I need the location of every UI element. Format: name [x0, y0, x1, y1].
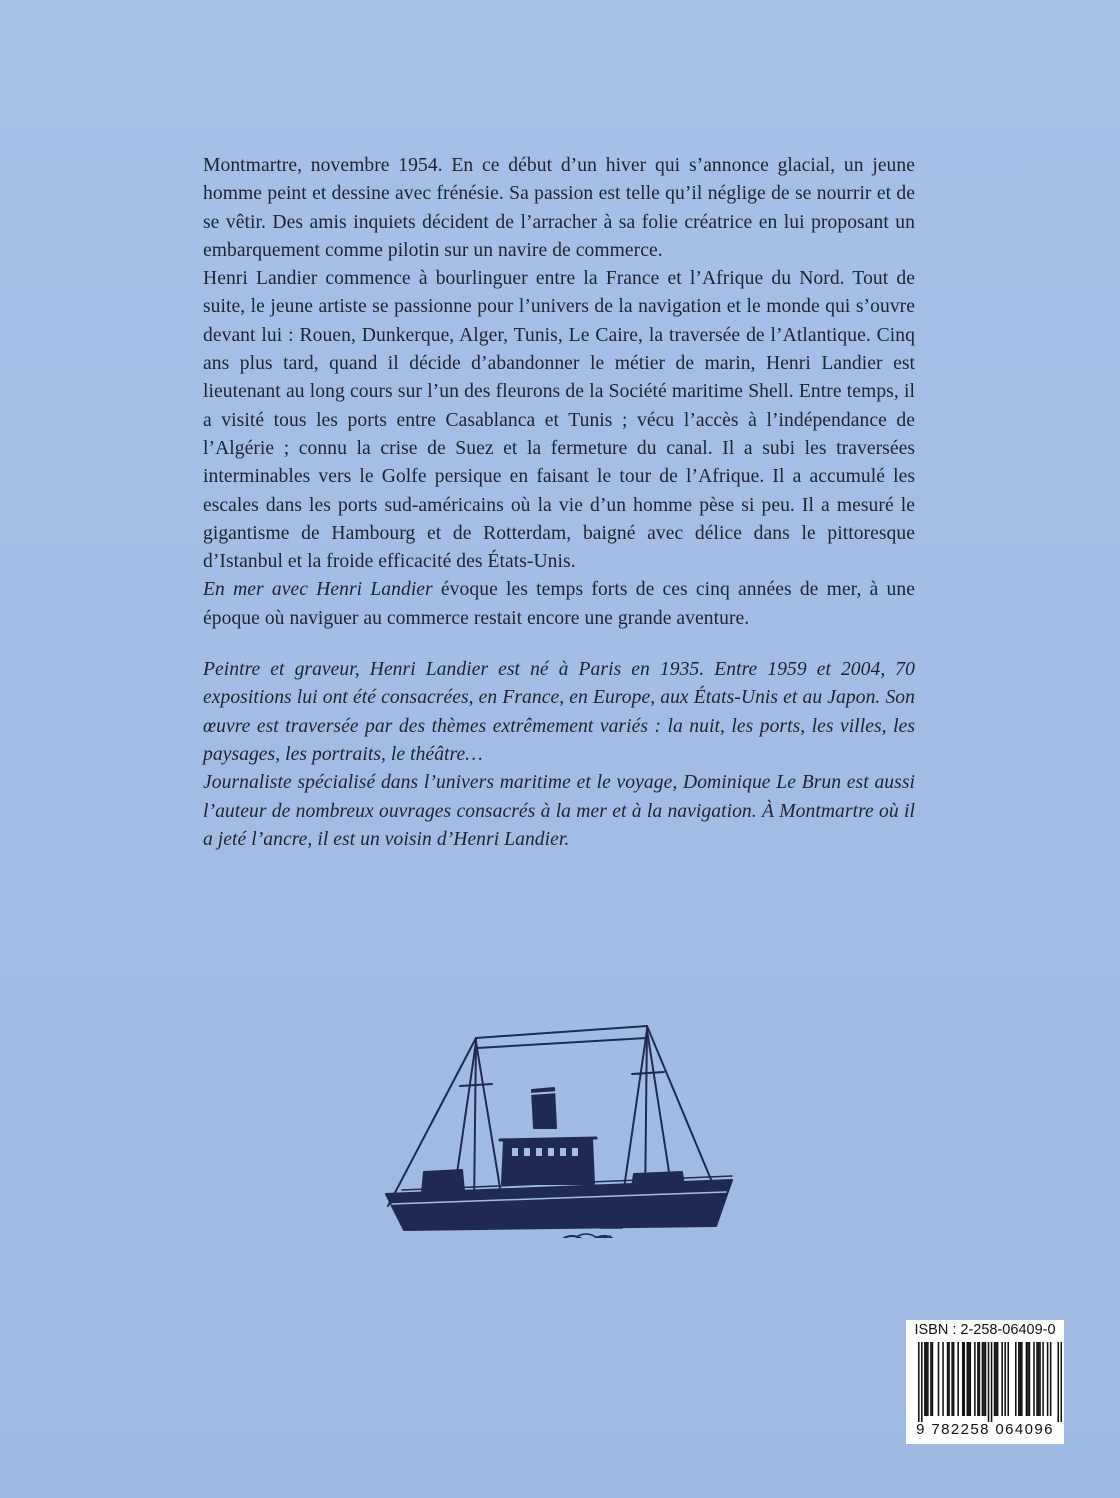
barcode-bar: [1047, 1342, 1049, 1416]
bio-henri-landier: Peintre et graveur, Henri Landier est né à Paris en 1935. Entre 1959 et 2004, 70 expositions lui ont été consacrées, en France, en Europe, aux États-Unis et au Japon. Son œuvre est traversée par des thèmes extrêmement variés : la nuit, les ports, les villes, les paysages, les portraits, le théâtre…: [203, 659, 915, 765]
barcode-bar: [979, 1342, 981, 1416]
isbn-label: ISBN : 2-258-06409-0: [914, 1322, 1056, 1338]
back-cover-text: [203, 152, 915, 854]
barcode-bar: [930, 1342, 932, 1416]
barcode-bar: [962, 1342, 964, 1416]
barcode-bar: [963, 1342, 965, 1416]
barcode-bar: [953, 1342, 955, 1416]
book-title: En mer avec Henri Landier: [203, 579, 433, 601]
barcode-bar: [918, 1342, 920, 1422]
barcode-bar: [1038, 1342, 1040, 1416]
barcode-bar: [921, 1342, 923, 1422]
barcode-bar: [1018, 1342, 1020, 1416]
barcode-bar: [1004, 1342, 1006, 1416]
ship-icon: [382, 1008, 742, 1238]
barcode-bar: [970, 1342, 972, 1416]
ean-digits: 9 782258 064096: [916, 1421, 1054, 1438]
barcode-bar: [942, 1342, 944, 1416]
blurb-paragraph-1: Montmartre, novembre 1954. En ce début d’un hiver qui s’annonce glacial, un jeune homme peint et dessine avec frénésie. Sa passion est telle qu’il néglige de se nourrir et de se vêtir. Des amis inquiets décident de l’arracher à sa folie créatrice en lui proposant un embarquement comme pilotin sur un navire de commerce.: [203, 155, 915, 261]
barcode-bar: [974, 1342, 976, 1416]
barcode-bar: [957, 1342, 959, 1416]
barcode-bar: [1060, 1342, 1062, 1422]
blurb-paragraph-2: Henri Landier commence à bourlinguer entre la France et l’Afrique du Nord. Tout de suite, le jeune artiste se passionne pour l’univers de la navigation et le monde qui s’ouvre devant lui : Rouen, Dunkerque, Alger, Tunis, Le Caire, la traversée de l’Atlantique. Cinq ans plus tard, quand il décide d’abandonner le métier de marin, Henri Landier est lieutenant au long cours sur l’un des fleurons de la Société maritime Shell. Entre temps, il a visité tous les ports entre Casablanca et Tunis ; vécu l’accès à l’indépendance de l’Algérie ; connu la crise de Suez et la fermeture du canal. Il a subi les traversées interminables vers le Golfe persique en faisant le tour de l’Afrique. Il a accumulé les escales dans les ports sud-américains où la vie d’un homme pèse si peu. Il a mesuré le gigantisme de Hambourg et de Rotterdam, baigné avec délice dans le pittoresque d’Istanbul et la froide efficacité des États-Unis.: [203, 268, 915, 573]
barcode-bar: [1057, 1342, 1059, 1422]
barcode-bar: [1026, 1342, 1028, 1416]
blurb: [203, 152, 915, 633]
barcode-bar: [1001, 1342, 1003, 1416]
bio-dominique-le-brun: Journaliste spécialisé dans l’univers maritime et le voyage, Dominique Le Brun est aussi l’auteur de nombreux ouvrages consacrés à la mer et à la navigation. À Montmartre où il a jeté l’ancre, il est un voisin d’Henri Landier.: [203, 772, 915, 850]
barcode-bar: [948, 1342, 950, 1416]
barcode-bar: [1015, 1342, 1017, 1416]
barcode-bar: [938, 1342, 940, 1416]
barcode-bar: [926, 1342, 928, 1416]
barcode-bar: [1036, 1342, 1038, 1416]
barcode-bar: [932, 1342, 934, 1416]
barcode-bar: [1033, 1342, 1035, 1416]
barcode-bar: [1020, 1342, 1022, 1416]
barcode-bar: [1039, 1342, 1041, 1416]
barcode-bar: [982, 1342, 984, 1416]
barcode-bar: [1021, 1342, 1023, 1416]
barcode-bar: [997, 1342, 999, 1416]
barcode-bar: [1042, 1342, 1044, 1416]
barcode-bar: [927, 1342, 929, 1416]
isbn-barcode: [906, 1320, 1064, 1444]
barcode-bar: [977, 1342, 979, 1416]
blurb-paragraph-3: [203, 576, 915, 633]
barcode-bar: [1029, 1342, 1031, 1416]
barcode-bar: [1007, 1342, 1009, 1416]
barcode-bar: [983, 1342, 985, 1416]
barcode-bar: [967, 1342, 969, 1416]
barcode-bar: [968, 1342, 970, 1416]
barcode-bar: [991, 1342, 993, 1422]
barcode-bar: [947, 1342, 949, 1416]
barcode-bar: [994, 1342, 996, 1416]
barcode-bar: [951, 1342, 953, 1416]
author-bios: [203, 656, 915, 854]
blurb-paragraph-3-text: évoque les temps forts de ces cinq années de mer, à une époque où naviguer au commerce restait encore une grande aventure.: [203, 579, 915, 629]
barcode-bars: [918, 1342, 1062, 1422]
barcode-bar: [988, 1342, 990, 1422]
barcode-bar: [995, 1342, 997, 1416]
barcode-bar: [1027, 1342, 1029, 1416]
barcode-bar: [1050, 1342, 1052, 1416]
barcode-bar: [985, 1342, 987, 1416]
barcode-bar: [924, 1342, 926, 1416]
